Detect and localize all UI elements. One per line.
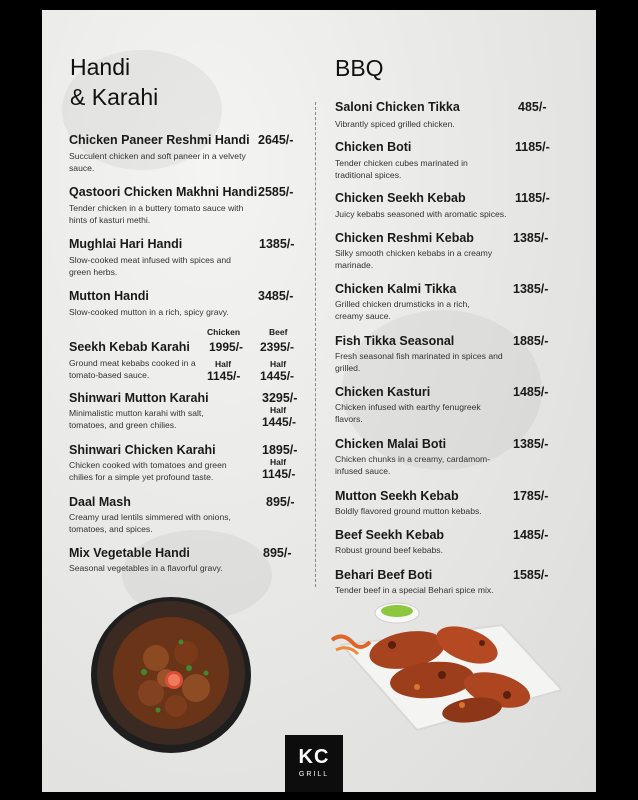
item-name: Mix Vegetable Handi	[69, 546, 190, 560]
item-price: 895/-	[266, 495, 295, 509]
item-price: 485/-	[518, 100, 547, 114]
item-price: 1385/-	[513, 437, 549, 451]
item-name: Behari Beef Boti	[335, 568, 433, 582]
item-desc: Tender chicken in a buttery tomato sauce with hints of kasturi methi.	[69, 203, 244, 225]
item-desc: Ground meat kebabs cooked in a tomato-based sauce.	[69, 358, 196, 380]
item-name: Seekh Kebab Karahi	[69, 340, 190, 354]
karahi-dish-image	[86, 588, 256, 758]
item-name: Chicken Kalmi Tikka	[335, 282, 457, 296]
item-desc: Chicken cooked with tomatoes and green chilies for a simple yet profound taste.	[69, 460, 227, 482]
chicken-label: Chicken	[207, 327, 241, 337]
item-name: Chicken Reshmi Kebab	[335, 231, 474, 245]
item-price: 1385/-	[513, 282, 549, 296]
chicken-half-price: 1145/-	[207, 369, 241, 383]
item-price: 1185/-	[515, 140, 550, 154]
item-price: 1185/-	[515, 191, 550, 205]
item-price: 3485/-	[258, 289, 294, 303]
logo-sub-text: GRILL	[298, 771, 330, 778]
beef-price: 2395/-	[260, 340, 295, 354]
item-desc: Vibrantly spiced grilled chicken.	[335, 119, 455, 129]
item-price: 2585/-	[258, 185, 294, 199]
item-desc: Silky smooth chicken kebabs in a creamy marinade.	[335, 248, 493, 270]
menu-item	[69, 327, 309, 397]
item-desc: Tender beef in a special Behari spice mix.	[335, 585, 494, 595]
half-price: 1145/-	[262, 467, 296, 481]
item-name: Mutton Seekh Kebab	[335, 489, 459, 503]
half-label: Half	[270, 405, 287, 415]
item-name: Fish Tikka Seasonal	[335, 334, 455, 348]
item-desc: Boldly flavored ground mutton kebabs.	[335, 506, 482, 516]
item-name: Beef Seekh Kebab	[335, 528, 445, 542]
item-name: Daal Mash	[69, 495, 131, 509]
item-desc: Succulent chicken and soft paneer in a velvety sauce.	[69, 151, 246, 173]
item-price: 1585/-	[513, 568, 549, 582]
item-price: 1385/-	[513, 231, 549, 245]
logo-main-text: KC	[298, 746, 330, 768]
item-desc: Chicken chunks in a creamy, cardamom-infused sauce.	[335, 454, 491, 476]
bbq-title: BBQ	[335, 55, 384, 81]
chicken-price: 1995/-	[209, 340, 244, 354]
kc-grill-logo	[285, 735, 343, 792]
item-desc: Seasonal vegetables in a flavorful gravy.	[69, 563, 223, 573]
menu-page	[42, 10, 596, 792]
item-name: Saloni Chicken Tikka	[335, 100, 460, 114]
beef-half-price: 1445/-	[260, 369, 295, 383]
item-name: Mughlai Hari Handi	[69, 237, 183, 251]
item-price: 1895/-	[262, 443, 298, 457]
item-price: 1785/-	[513, 489, 549, 503]
item-price: 895/-	[263, 546, 292, 560]
item-price: 1385/-	[259, 237, 295, 251]
handi-title-line1: Handi	[70, 54, 131, 80]
item-name: Shinwari Chicken Karahi	[69, 443, 216, 457]
item-name: Qastoori Chicken Makhni Handi	[69, 185, 258, 199]
item-desc: Creamy urad lentils simmered with onions, tomatoes, and spices.	[69, 512, 231, 534]
item-name: Chicken Boti	[335, 140, 412, 154]
item-price: 1885/-	[513, 334, 549, 348]
item-price: 3295/-	[262, 391, 298, 405]
item-price: 2645/-	[258, 133, 294, 147]
chicken-half-label: Half	[215, 359, 232, 369]
item-desc: Slow-cooked meat infused with spices and green herbs.	[69, 255, 231, 277]
item-desc: Minimalistic mutton karahi with salt, tomatoes, and green chilies.	[69, 408, 204, 430]
beef-label: Beef	[269, 327, 288, 337]
item-name: Mutton Handi	[69, 289, 149, 303]
beef-half-label: Half	[270, 359, 287, 369]
item-price: 1485/-	[513, 385, 549, 399]
item-name: Chicken Malai Boti	[335, 437, 447, 451]
item-name: Shinwari Mutton Karahi	[69, 391, 209, 405]
item-desc: Chicken infused with earthy fenugreek flavors.	[335, 402, 481, 424]
item-name: Chicken Seekh Kebab	[335, 191, 466, 205]
item-desc: Grilled chicken drumsticks in a rich, creamy sauce.	[335, 299, 470, 321]
handi-title-line2: & Karahi	[70, 84, 159, 110]
item-desc: Robust ground beef kebabs.	[335, 545, 443, 555]
column-divider	[315, 102, 316, 587]
half-label: Half	[270, 457, 287, 467]
item-name: Chicken Kasturi	[335, 385, 431, 399]
item-price: 1485/-	[513, 528, 549, 542]
half-price: 1445/-	[262, 415, 297, 429]
item-desc: Slow-cooked mutton in a rich, spicy gravy.	[69, 307, 229, 317]
item-desc: Tender chicken cubes marinated in traditional spices.	[335, 158, 468, 180]
handi-title	[70, 52, 158, 112]
bbq-platter-image	[322, 595, 562, 735]
item-name: Chicken Paneer Reshmi Handi	[69, 133, 250, 147]
item-desc: Juicy kebabs seasoned with aromatic spices.	[335, 209, 507, 219]
item-desc: Fresh seasonal fish marinated in spices and grilled.	[335, 351, 503, 373]
